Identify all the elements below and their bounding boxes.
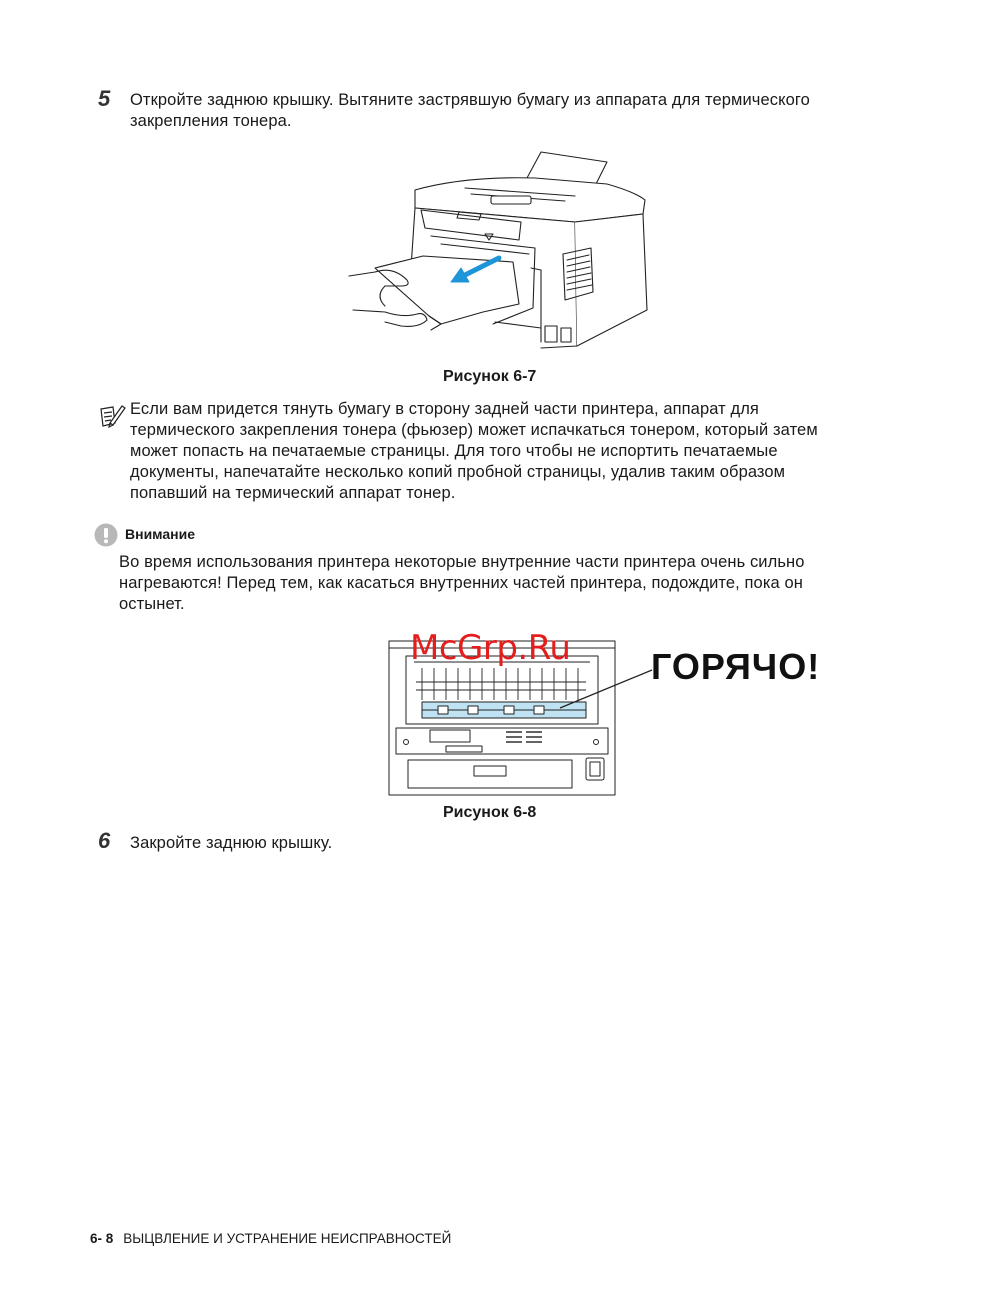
warning-line: нагреваются! Перед тем, как касаться внутренних частей принтера, подождите, пока он bbox=[119, 574, 803, 592]
note-text bbox=[130, 399, 818, 504]
page-number: 6- 8 bbox=[90, 1231, 114, 1246]
page-footer bbox=[90, 1231, 451, 1246]
printer-paper-jam-illustration bbox=[345, 148, 660, 360]
warning-text bbox=[119, 552, 805, 615]
figure-6-7-caption: Рисунок 6-7 bbox=[443, 368, 537, 385]
step-5-text bbox=[130, 90, 810, 132]
section-title: ВЫЦВЛЕНИЕ И УСТРАНЕНИЕ НЕИСПРАВНОСТЕЙ bbox=[123, 1231, 452, 1246]
warning-title: Внимание bbox=[125, 526, 195, 542]
step-6-number: 6 bbox=[98, 828, 111, 853]
note-pencil-icon bbox=[98, 403, 126, 429]
hot-label: ГОРЯЧО! bbox=[651, 646, 821, 687]
note-line: термического закрепления тонера (фьюзер) может испачкаться тонером, который затем bbox=[130, 421, 818, 439]
note-line: попавший на термический аппарат тонер. bbox=[130, 484, 456, 502]
hot-label-pointer bbox=[558, 668, 654, 710]
warning-line: остынет. bbox=[119, 595, 185, 613]
step-5-line-2: закрепления тонера. bbox=[130, 112, 292, 130]
note-line: документы, напечатайте несколько копий пробной страницы, удалив таким образом bbox=[130, 463, 786, 481]
step-5-line-1: Откройте заднюю крышку. Вытяните застрявшую бумагу из аппарата для термического bbox=[130, 91, 810, 109]
step-6-text: Закройте заднюю крышку. bbox=[130, 834, 333, 852]
note-line: может попасть на печатаемые страницы. Для того чтобы не испортить печатаемые bbox=[130, 442, 778, 460]
warning-line: Во время использования принтера некоторые внутренние части принтера очень сильно bbox=[119, 553, 805, 571]
step-5-number: 5 bbox=[98, 86, 111, 111]
figure-6-8-caption: Рисунок 6-8 bbox=[443, 804, 537, 821]
note-line: Если вам придется тянуть бумагу в сторону задней части принтера, аппарат для bbox=[130, 400, 759, 418]
watermark: McGrp.Ru bbox=[410, 628, 571, 668]
caution-icon bbox=[94, 523, 118, 547]
